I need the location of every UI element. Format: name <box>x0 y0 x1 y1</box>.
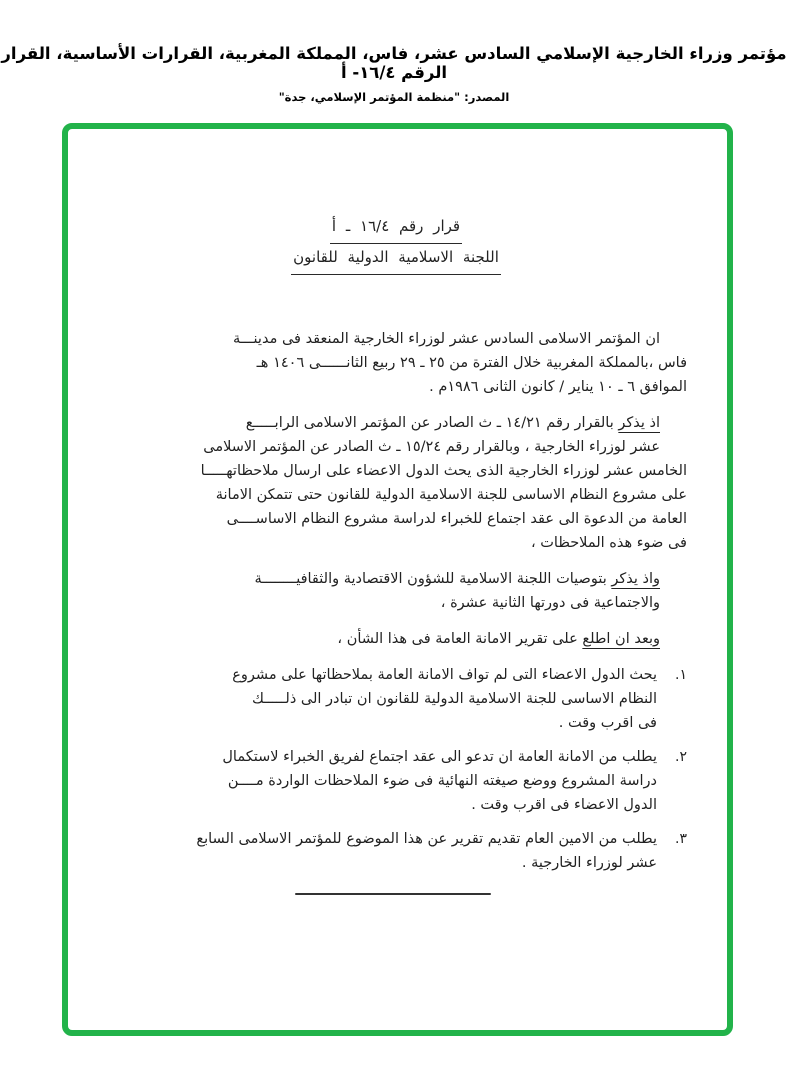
text-line: الخامس عشر لوزراء الخارجية الذى يحث الدول الاعضاء على ارسال ملاحظاتهـــــا <box>200 463 687 479</box>
operative-items <box>105 663 687 875</box>
page-header <box>0 0 788 104</box>
resolution-number-title: قرار رقم ١٦/٤ ـ أ <box>330 213 462 244</box>
closing-rule <box>295 893 491 895</box>
preamble-paragraph-4 <box>105 627 687 651</box>
lead-phrase-recalling: اذ يذكر <box>618 415 660 431</box>
item-1-text <box>105 663 657 735</box>
text-line: العامة من الدعوة الى عقد اجتماع للخبراء لدراسة مشروع النظام الاساســــى <box>226 511 687 527</box>
preamble-paragraph-3 <box>105 567 687 615</box>
lead-phrase-having-reviewed: وبعد ان اطلع <box>582 631 660 647</box>
preamble-paragraph-1 <box>105 327 687 399</box>
text-line: يحث الدول الاعضاء التى لم تواف الامانة العامة بملاحظاتها على مشروع <box>232 667 657 683</box>
text-line: يطلب من الامين العام تقديم تقرير عن هذا الموضوع للمؤتمر الاسلامى السابع <box>196 831 657 847</box>
item-3-number: ٣. <box>675 831 687 847</box>
text-line: فى اقرب وقت . <box>558 715 657 731</box>
lead-rest: بالقرار رقم ١٤/٢١ ـ ث الصادر عن المؤتمر الاسلامى الرابـــــع <box>245 415 619 431</box>
operative-item-3 <box>105 827 687 875</box>
text-line: فى ضوء هذه الملاحظات ، <box>530 535 687 551</box>
paragraph-2-continued <box>105 435 687 555</box>
text-line: عشر لوزراء الخارجية ، وبالقرار رقم ١٥/٢٤ ـ ث الصادر عن المؤتمر الاسلامى <box>203 439 660 455</box>
operative-item-2 <box>105 745 687 817</box>
text-line: الموافق ٦ ـ ١٠ يناير / كانون الثانى ١٩٨٦م . <box>429 379 687 395</box>
text-line: النظام الاساسى للجنة الاسلامية الدولية للقانون ان تبادر الى ذلـــــك <box>251 691 657 707</box>
item-3-text <box>105 827 657 875</box>
lead-rest: على تقرير الامانة العامة فى هذا الشأن ، <box>337 631 583 647</box>
header-citation-line: مؤتمر وزراء الخارجية الإسلامي السادس عشر، فاس، المملكة المغربية، القرارات الأساسية، القرار الرقم ١٦/٤- أ <box>1 44 787 82</box>
operative-item-1 <box>105 663 687 735</box>
text-line: فاس ،بالمملكة المغربية خلال الفترة من ٢٥ ـ ٢٩ ربيع الثانــــــى ١٤٠٦ هـ <box>256 355 687 371</box>
text-line: دراسة المشروع ووضع صيغته النهائية فى ضوء الملاحظات الواردة مــــن <box>227 773 657 789</box>
text-line: ان المؤتمر الاسلامى السادس عشر لوزراء الخارجية المنعقد فى مدينـــة <box>233 331 660 347</box>
paragraph-3-continued <box>105 591 687 615</box>
text-line: الدول الاعضاء فى اقرب وقت . <box>471 797 657 813</box>
text-line: والاجتماعية فى دورتها الثانية عشرة ، <box>440 595 660 611</box>
text-line <box>105 411 687 435</box>
text-line <box>105 567 687 591</box>
item-2-text <box>105 745 657 817</box>
lead-rest: بتوصيات اللجنة الاسلامية للشؤون الاقتصادية والثقافيــــــــة <box>254 571 612 587</box>
document-body <box>68 129 727 895</box>
header-source-line: المصدر: "منظمة المؤتمر الإسلامي، جدة" <box>278 90 510 104</box>
lead-phrase-also-recalling: واذ يذكر <box>611 571 660 587</box>
text-line: يطلب من الامانة العامة ان تدعو الى عقد اجتماع لفريق الخبراء لاستكمال <box>222 749 657 765</box>
item-1-number: ١. <box>675 667 687 683</box>
preamble-paragraph-2 <box>105 411 687 555</box>
item-2-number: ٢. <box>675 749 687 765</box>
green-border-frame <box>62 123 733 1036</box>
document-title <box>105 213 687 275</box>
committee-name-title: اللجنة الاسلامية الدولية للقانون <box>291 244 501 275</box>
text-line: على مشروع النظام الاساسى للجنة الاسلامية الدولية للقانون حتى تتمكن الامانة <box>215 487 687 503</box>
text-line: عشر لوزراء الخارجية . <box>521 855 657 871</box>
text-line <box>105 627 687 651</box>
